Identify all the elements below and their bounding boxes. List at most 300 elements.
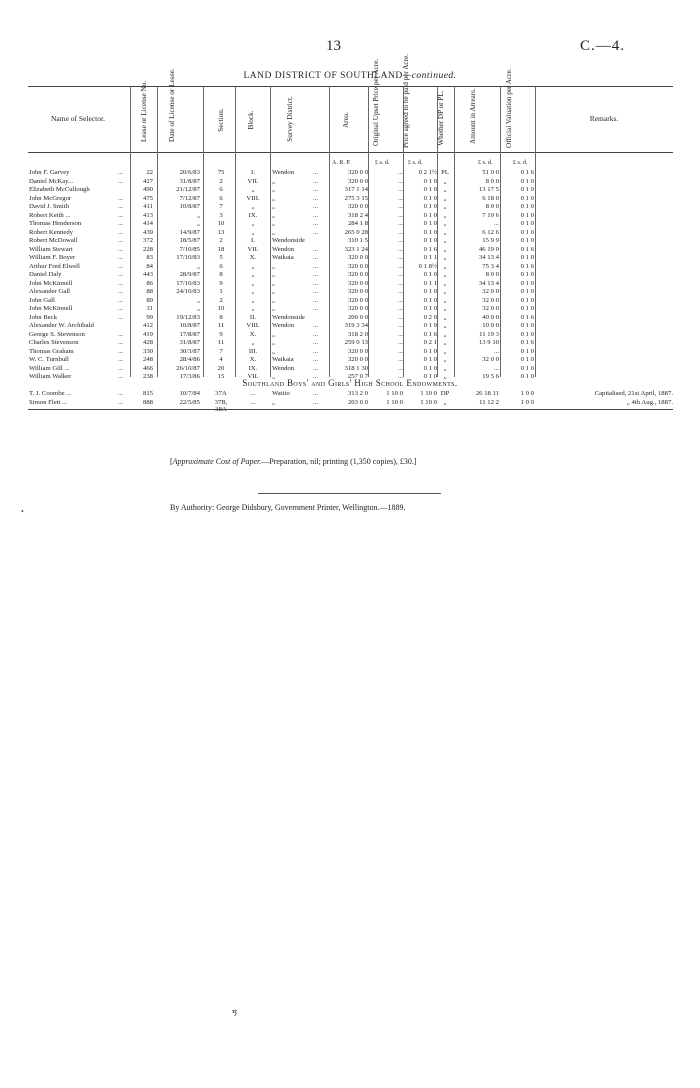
selector-agreed-cell: 0 1 0 bbox=[423, 288, 437, 295]
selector-agreed-cell: 0 1 6 bbox=[423, 245, 437, 253]
selector-dots-cell: ... bbox=[118, 279, 124, 287]
selector-val-cell: 0 1 0 bbox=[520, 356, 534, 363]
selector-val-cell: 0 1 0 bbox=[520, 211, 534, 219]
selector-upset-cell: ... bbox=[397, 237, 403, 244]
endowment-dp-cell: „ bbox=[443, 398, 447, 406]
selector-no-cell: 419 bbox=[142, 330, 153, 338]
selector-date-cell: 10/8/87 bbox=[179, 322, 200, 329]
selector-area-cell: 320 0 0 bbox=[347, 177, 368, 185]
selector-dp-cell: „ bbox=[443, 186, 447, 193]
selector-sec-cell: 4 bbox=[219, 356, 223, 363]
selector-upset-cell: ... bbox=[397, 203, 403, 210]
selector-area-cell: 318 1 30 bbox=[344, 364, 368, 372]
selector-arrears-cell: 8 0 0 bbox=[485, 203, 499, 210]
selector-date-cell: 26/10/87 bbox=[176, 364, 200, 372]
selector-area-cell: 200 0 0 bbox=[347, 313, 368, 321]
endowment-date-cell: 22/5/85 bbox=[179, 398, 200, 406]
selector-ddots-cell: ... bbox=[313, 330, 319, 338]
selector-no-cell: 84 bbox=[146, 262, 153, 270]
selector-name-cell: David J. Smith bbox=[29, 203, 69, 210]
selector-area-cell: 320 0 0 bbox=[347, 288, 368, 295]
selector-district-cell: Wendonside bbox=[272, 237, 305, 244]
selector-name-cell: William Walker bbox=[29, 373, 72, 380]
selector-agreed-cell: 0 1 0 bbox=[423, 356, 437, 363]
selector-block-cell: VIII. bbox=[246, 194, 260, 202]
header-date: Date of License or Lease. bbox=[168, 68, 176, 142]
selector-block-cell: III. bbox=[248, 347, 258, 355]
selector-date-cell: 21/12/87 bbox=[176, 186, 200, 193]
selector-area-cell: 320 0 0 bbox=[347, 356, 368, 363]
selector-dp-cell: „ bbox=[443, 288, 447, 295]
selector-row bbox=[0, 280, 700, 288]
selector-arrears-cell: 7 19 6 bbox=[482, 211, 499, 219]
selector-row bbox=[0, 220, 700, 228]
selector-row bbox=[0, 365, 700, 373]
selector-upset-cell: ... bbox=[397, 373, 403, 380]
endowment-name-cell: T. J. Coombe ... bbox=[29, 390, 72, 397]
selector-arrears-cell: 32 0 0 bbox=[482, 356, 499, 363]
selector-sec-cell: 5 bbox=[219, 254, 223, 261]
selector-sec-cell: 2 bbox=[219, 296, 223, 304]
selector-no-cell: 248 bbox=[142, 356, 153, 363]
selector-upset-cell: ... bbox=[397, 296, 403, 304]
selector-area-cell: 257 0 7 bbox=[347, 373, 368, 380]
selector-val-cell: 0 1 6 bbox=[520, 169, 534, 176]
selector-upset-cell: ... bbox=[397, 169, 403, 176]
selector-arrears-cell: ... bbox=[493, 364, 499, 372]
selector-row bbox=[0, 297, 700, 305]
header-agreed-price: Price agreed to be paid per Acre. bbox=[402, 54, 410, 148]
selector-upset-cell: ... bbox=[397, 245, 403, 253]
selector-dp-cell: „ bbox=[443, 211, 447, 219]
selector-val-cell: 0 1 0 bbox=[520, 373, 534, 380]
selector-upset-cell: ... bbox=[397, 254, 403, 261]
selector-val-cell: 0 1 0 bbox=[520, 305, 534, 312]
selector-block-cell: X. bbox=[249, 254, 257, 261]
selector-date-cell: „ bbox=[197, 220, 200, 227]
selector-arrears-cell: 75 3 4 bbox=[482, 262, 499, 270]
endowment-ddots-cell: ... bbox=[313, 390, 319, 397]
selector-block-cell: „ bbox=[251, 305, 255, 312]
selector-area-cell: 259 0 13 bbox=[344, 339, 368, 346]
endowment-upset-cell: 1 10 0 bbox=[386, 398, 403, 406]
selector-val-cell: 0 1 0 bbox=[520, 296, 534, 304]
selector-district-cell: „ bbox=[272, 305, 275, 312]
selector-area-cell: 265 0 28 bbox=[344, 228, 368, 236]
selector-date-cell: 31/8/87 bbox=[179, 339, 200, 346]
selector-district-cell: „ bbox=[272, 203, 275, 210]
selector-no-cell: 99 bbox=[146, 313, 153, 321]
document-code: C.—4. bbox=[580, 38, 626, 54]
selector-dots-cell: ... bbox=[118, 339, 124, 346]
selector-block-cell: „ bbox=[251, 186, 255, 193]
selector-dp-cell: „ bbox=[443, 347, 447, 355]
selector-sec-cell: 9 bbox=[219, 279, 223, 287]
endowment-block-cell: ... bbox=[250, 390, 256, 397]
selector-upset-cell: ... bbox=[397, 364, 403, 372]
selector-dp-cell: „ bbox=[443, 296, 447, 304]
agreed-units: £ s. d. bbox=[408, 160, 423, 166]
selector-block-cell: „ bbox=[251, 271, 255, 278]
selector-dots-cell: ... bbox=[118, 169, 124, 176]
selector-date-cell: 18/5/87 bbox=[179, 237, 200, 244]
selector-area-cell: 320 0 0 bbox=[347, 271, 368, 278]
selector-dots-cell: ... bbox=[118, 313, 124, 321]
selector-no-cell: 428 bbox=[142, 339, 153, 346]
selector-no-cell: 475 bbox=[142, 194, 153, 202]
selector-no-cell: 413 bbox=[142, 211, 153, 219]
selector-ddots-cell: ... bbox=[313, 186, 319, 193]
selector-sec-cell: 10 bbox=[217, 220, 225, 227]
selector-dots-cell: ... bbox=[118, 356, 124, 363]
selector-date-cell: „ bbox=[197, 262, 200, 270]
selector-block-cell: „ bbox=[251, 220, 255, 227]
selector-agreed-cell: 0 1 0 bbox=[423, 177, 437, 185]
selector-row bbox=[0, 186, 700, 194]
endowments-heading-text: Southland Boys' and Girls' High School Endowments. bbox=[242, 378, 458, 388]
selector-agreed-cell: 0 1 0 bbox=[423, 296, 437, 304]
selector-no-cell: 330 bbox=[142, 347, 153, 355]
selector-upset-cell: ... bbox=[397, 194, 403, 202]
selector-area-cell: 317 1 14 bbox=[344, 186, 368, 193]
selector-name-cell: John F. Garvey bbox=[29, 169, 70, 176]
selector-name-cell: John McKinnell bbox=[29, 305, 73, 312]
selector-ddots-cell: ... bbox=[313, 339, 319, 346]
selector-no-cell: 372 bbox=[142, 237, 153, 244]
selector-val-cell: 0 1 6 bbox=[520, 262, 534, 270]
selector-block-cell: „ bbox=[251, 262, 255, 270]
selector-ddots-cell: ... bbox=[313, 356, 319, 363]
endowment-remarks-cell: „ 4th Aug., 1887. bbox=[626, 398, 673, 406]
selector-agreed-cell: 0 1 0 bbox=[423, 237, 437, 244]
selector-dots-cell: ... bbox=[118, 373, 124, 380]
selector-ddots-cell: ... bbox=[313, 169, 319, 176]
selector-agreed-cell: 0 2 0 bbox=[423, 313, 437, 321]
selector-dots-cell: ... bbox=[118, 288, 124, 295]
selector-val-cell: 0 1 6 bbox=[520, 339, 534, 346]
selector-area-cell: 318 2 4 bbox=[347, 211, 368, 219]
selector-upset-cell: ... bbox=[397, 186, 403, 193]
selector-dp-cell: „ bbox=[443, 373, 447, 380]
endowment-val-cell: 1 0 0 bbox=[520, 390, 534, 397]
selector-date-cell: „ bbox=[197, 211, 200, 219]
selector-val-cell: 0 1 6 bbox=[520, 245, 534, 253]
selector-block-cell: I. bbox=[251, 237, 255, 244]
selector-dots-cell: ... bbox=[118, 177, 124, 185]
selector-dp-cell: „ bbox=[443, 279, 447, 287]
selector-val-cell: 0 1 0 bbox=[520, 322, 534, 329]
selector-dp-cell: „ bbox=[443, 237, 447, 244]
endowment-area-cell: 313 2 0 bbox=[347, 390, 368, 397]
selector-val-cell: 0 1 0 bbox=[520, 177, 534, 185]
selector-row bbox=[0, 263, 700, 271]
selector-no-cell: 238 bbox=[142, 373, 153, 380]
selector-dots-cell: ... bbox=[118, 203, 124, 210]
selector-district-cell: „ bbox=[272, 373, 275, 380]
stray-mark: ኝ bbox=[232, 1008, 238, 1018]
selector-upset-cell: ... bbox=[397, 228, 403, 236]
selector-district-cell: „ bbox=[272, 262, 275, 270]
selector-row bbox=[0, 356, 700, 364]
selector-ddots-cell: ... bbox=[313, 364, 319, 372]
selector-no-cell: 427 bbox=[142, 177, 153, 185]
selector-date-cell: „ bbox=[197, 296, 200, 304]
selector-no-cell: 31 bbox=[146, 305, 153, 312]
selector-agreed-cell: 0 1 0 bbox=[423, 364, 437, 372]
selector-no-cell: 439 bbox=[142, 228, 153, 236]
selector-district-cell: Wendon bbox=[272, 322, 295, 329]
selector-arrears-cell: 32 0 0 bbox=[482, 288, 499, 295]
selector-ddots-cell: ... bbox=[313, 296, 319, 304]
endowment-dp-cell: DP bbox=[440, 390, 450, 397]
selector-area-cell: 275 3 15 bbox=[344, 194, 368, 202]
endowment-row bbox=[0, 398, 700, 413]
selector-name-cell: William Gill ... bbox=[29, 364, 70, 372]
selector-agreed-cell: 0 2 1 bbox=[423, 339, 437, 346]
selector-dots-cell: ... bbox=[118, 364, 124, 372]
selector-district-cell: „ bbox=[272, 288, 275, 295]
selector-dots-cell: ... bbox=[118, 296, 124, 304]
selector-ddots-cell: ... bbox=[313, 228, 319, 236]
selector-sec-cell: 8 bbox=[219, 271, 223, 278]
table-bottom-rule bbox=[28, 409, 673, 410]
selector-sec-cell: 2 bbox=[219, 237, 223, 244]
selector-no-cell: 88 bbox=[146, 288, 153, 295]
selector-district-cell: „ bbox=[272, 177, 275, 185]
selector-sec-cell: 75 bbox=[217, 169, 225, 176]
selector-arrears-cell: ... bbox=[493, 347, 499, 355]
selector-arrears-cell: 40 0 0 bbox=[482, 313, 499, 321]
selector-agreed-cell: 0 1 0 bbox=[423, 228, 437, 236]
selector-district-cell: „ bbox=[272, 330, 275, 338]
endowment-no-cell: 815 bbox=[142, 390, 153, 397]
selector-sec-cell: 15 bbox=[217, 373, 225, 380]
selector-val-cell: 0 1 0 bbox=[520, 347, 534, 355]
selector-ddots-cell: ... bbox=[313, 271, 319, 278]
selector-val-cell: 0 1 6 bbox=[520, 313, 534, 321]
table-header-rule bbox=[28, 152, 673, 153]
selector-upset-cell: ... bbox=[397, 339, 403, 346]
selector-date-cell: 10/8/87 bbox=[179, 203, 200, 210]
selector-dots-cell: ... bbox=[118, 211, 124, 219]
selector-upset-cell: ... bbox=[397, 330, 403, 338]
selector-area-cell: 318 2 0 bbox=[347, 330, 368, 338]
selector-upset-cell: ... bbox=[397, 220, 403, 227]
selector-dots-cell: ... bbox=[118, 245, 124, 253]
selector-agreed-cell: 0 1 1 bbox=[423, 254, 437, 261]
selector-district-cell: Waikaia bbox=[272, 356, 294, 363]
selector-upset-cell: ... bbox=[397, 271, 403, 278]
authority-line: By Authority: George Didsbury, Government Printer, Wellington.—1889. bbox=[170, 503, 406, 512]
selector-sec-cell: 1 bbox=[219, 288, 223, 295]
selector-sec-cell: 13 bbox=[217, 228, 225, 236]
header-dp-pl: Whether DP or PL. bbox=[437, 90, 445, 146]
selector-no-cell: 443 bbox=[142, 271, 153, 278]
selector-sec-cell: 2 bbox=[219, 177, 223, 185]
selector-date-cell: 30/3/87 bbox=[179, 347, 200, 355]
selector-row bbox=[0, 339, 700, 347]
selector-date-cell: 17/10/83 bbox=[176, 254, 200, 261]
area-units: A. R. P. bbox=[332, 160, 351, 166]
selector-arrears-cell: 32 0 0 bbox=[482, 305, 499, 312]
selector-block-cell: IX. bbox=[248, 211, 258, 219]
selector-ddots-cell: ... bbox=[313, 203, 319, 210]
selector-dots-cell: ... bbox=[118, 262, 124, 270]
selector-date-cell: 17/10/83 bbox=[176, 279, 200, 287]
selector-name-cell: John McKinnell bbox=[29, 279, 73, 287]
selector-dp-cell: „ bbox=[443, 356, 447, 363]
endowment-ddots-cell: ... bbox=[313, 398, 319, 406]
selector-dp-cell: „ bbox=[443, 262, 447, 270]
selector-arrears-cell: 6 18 0 bbox=[482, 194, 499, 202]
selector-row bbox=[0, 195, 700, 203]
header-remarks: Remarks. bbox=[589, 114, 619, 123]
selector-sec-cell: 11 bbox=[217, 322, 225, 329]
selector-district-cell: Wendon bbox=[272, 169, 295, 176]
table-title-suffix: —continued. bbox=[402, 71, 457, 81]
selector-block-cell: „ bbox=[251, 228, 255, 236]
selector-arrears-cell: 13 17 5 bbox=[478, 186, 499, 193]
selector-area-cell: 320 0 0 bbox=[347, 262, 368, 270]
selector-dots-cell: ... bbox=[118, 347, 124, 355]
selector-dp-cell: „ bbox=[443, 305, 447, 312]
selector-area-cell: 320 0 0 bbox=[347, 203, 368, 210]
cost-note: [Approximate Cost of Paper.—Preparation, nil; printing (1,350 copies), £30.] bbox=[170, 457, 417, 466]
selector-no-cell: 412 bbox=[142, 322, 153, 329]
selector-dots-cell: ... bbox=[118, 271, 124, 278]
valuation-units: £ s. d. bbox=[513, 160, 528, 166]
selector-sec-cell: 6 bbox=[219, 194, 223, 202]
selector-row bbox=[0, 203, 700, 211]
selector-area-cell: 284 1 8 bbox=[347, 220, 368, 227]
selector-agreed-cell: 0 1 0 bbox=[423, 220, 437, 227]
selector-dp-cell: „ bbox=[443, 245, 447, 253]
selector-block-cell: VIII. bbox=[246, 322, 260, 329]
selector-dp-cell: „ bbox=[443, 313, 447, 321]
selector-district-cell: Waikaia bbox=[272, 254, 294, 261]
selector-upset-cell: ... bbox=[397, 305, 403, 312]
selector-upset-cell: ... bbox=[397, 313, 403, 321]
selector-ddots-cell: ... bbox=[313, 373, 319, 380]
selector-area-cell: 310 1 5 bbox=[347, 237, 368, 244]
selector-agreed-cell: 0 1 8½ bbox=[418, 262, 437, 270]
header-district: Survey District. bbox=[286, 96, 294, 142]
endowment-name-cell: Simon Flett ... bbox=[29, 398, 68, 406]
selector-dots-cell: ... bbox=[118, 330, 124, 338]
selector-sec-cell: 10 bbox=[217, 305, 225, 312]
selector-date-cell: „ bbox=[197, 305, 200, 312]
selector-ddots-cell: ... bbox=[313, 177, 319, 185]
selector-row bbox=[0, 254, 700, 262]
endowment-sec-cell: 37B, bbox=[214, 398, 228, 406]
endowment-arrears-cell: 26 18 11 bbox=[475, 390, 499, 397]
selector-date-cell: 7/10/85 bbox=[179, 245, 200, 253]
endowment-no-cell: 888 bbox=[142, 398, 153, 406]
selector-row bbox=[0, 314, 700, 322]
selector-name-cell: John McGregor bbox=[29, 194, 72, 202]
selector-row bbox=[0, 229, 700, 237]
selector-val-cell: 0 1 0 bbox=[520, 330, 534, 338]
authority-rule bbox=[258, 493, 441, 494]
selector-block-cell: „ bbox=[251, 203, 255, 210]
selector-area-cell: 320 0 0 bbox=[347, 296, 368, 304]
endowment-agreed-cell: 1 10 0 bbox=[420, 398, 437, 406]
header-lease-no: Lease or License No. bbox=[140, 80, 148, 142]
selector-date-cell: 31/8/87 bbox=[179, 177, 200, 185]
selector-row bbox=[0, 212, 700, 220]
selector-district-cell: „ bbox=[272, 279, 275, 287]
selector-name-cell: Thomas Henderson bbox=[29, 220, 82, 227]
selector-row bbox=[0, 348, 700, 356]
selector-sec-cell: 9 bbox=[219, 330, 223, 338]
selector-row bbox=[0, 246, 700, 254]
upset-units: £ s. d. bbox=[375, 160, 390, 166]
endowment-sec-cell: 37A bbox=[215, 390, 227, 397]
selector-ddots-cell: ... bbox=[313, 322, 319, 329]
selector-sec-cell: 11 bbox=[217, 339, 225, 346]
selector-name-cell: Alexander W. Archibald bbox=[29, 322, 94, 329]
selector-ddots-cell: ... bbox=[313, 220, 319, 227]
selector-district-cell: „ bbox=[272, 194, 275, 202]
selector-no-cell: 414 bbox=[142, 220, 153, 227]
header-area: Area. bbox=[342, 112, 350, 128]
selector-ddots-cell: ... bbox=[313, 254, 319, 261]
selector-agreed-cell: 0 1 6 bbox=[423, 330, 437, 338]
selector-sec-cell: 7 bbox=[219, 203, 223, 210]
selector-block-cell: „ bbox=[251, 279, 255, 287]
endowment-dots-cell: ... bbox=[118, 398, 124, 406]
selector-dots-cell: ... bbox=[118, 220, 124, 227]
selector-ddots-cell: ... bbox=[313, 211, 319, 219]
selector-date-cell: 28/9/87 bbox=[179, 271, 200, 278]
selector-upset-cell: ... bbox=[397, 211, 403, 219]
selector-name-cell: William F. Boyer bbox=[29, 254, 76, 261]
selector-dp-cell: PL bbox=[441, 169, 449, 176]
selector-dp-cell: „ bbox=[443, 339, 447, 346]
selector-agreed-cell: 0 1 0 bbox=[423, 203, 437, 210]
selector-district-cell: „ bbox=[272, 211, 275, 219]
selector-arrears-cell: ... bbox=[493, 220, 499, 227]
endowment-upset-cell: 1 10 0 bbox=[386, 390, 403, 397]
selector-row bbox=[0, 178, 700, 186]
endowment-block-cell: ... bbox=[250, 398, 256, 406]
selector-block-cell: „ bbox=[251, 288, 255, 295]
selector-district-cell: „ bbox=[272, 271, 275, 278]
selector-district-cell: Wendon bbox=[272, 245, 295, 253]
selector-dots-cell: ... bbox=[118, 305, 124, 312]
selector-arrears-cell: 10 0 0 bbox=[482, 322, 499, 329]
selector-district-cell: „ bbox=[272, 228, 275, 236]
selector-agreed-cell: 0 1 0 bbox=[423, 271, 437, 278]
endowment-agreed-cell: 1 10 0 bbox=[420, 390, 437, 397]
selector-block-cell: I. bbox=[251, 169, 255, 176]
selector-row bbox=[0, 288, 700, 296]
selector-dp-cell: „ bbox=[443, 322, 447, 329]
selector-ddots-cell: ... bbox=[313, 262, 319, 270]
selector-val-cell: 0 1 0 bbox=[520, 271, 534, 278]
selector-upset-cell: ... bbox=[397, 279, 403, 287]
selector-block-cell: X. bbox=[249, 330, 257, 338]
selector-district-cell: Wendon bbox=[272, 364, 295, 372]
selector-agreed-cell: 0 1 0 bbox=[423, 347, 437, 355]
selector-arrears-cell: 11 19 3 bbox=[479, 330, 499, 338]
endowment-district-cell: „ bbox=[272, 398, 275, 406]
selector-val-cell: 0 1 0 bbox=[520, 279, 534, 287]
selector-sec-cell: 20 bbox=[217, 364, 225, 372]
selector-name-cell: John Beck bbox=[29, 313, 58, 321]
selector-name-cell: Charles Stevenson bbox=[29, 339, 79, 346]
selector-arrears-cell: 19 5 6 bbox=[482, 373, 499, 380]
